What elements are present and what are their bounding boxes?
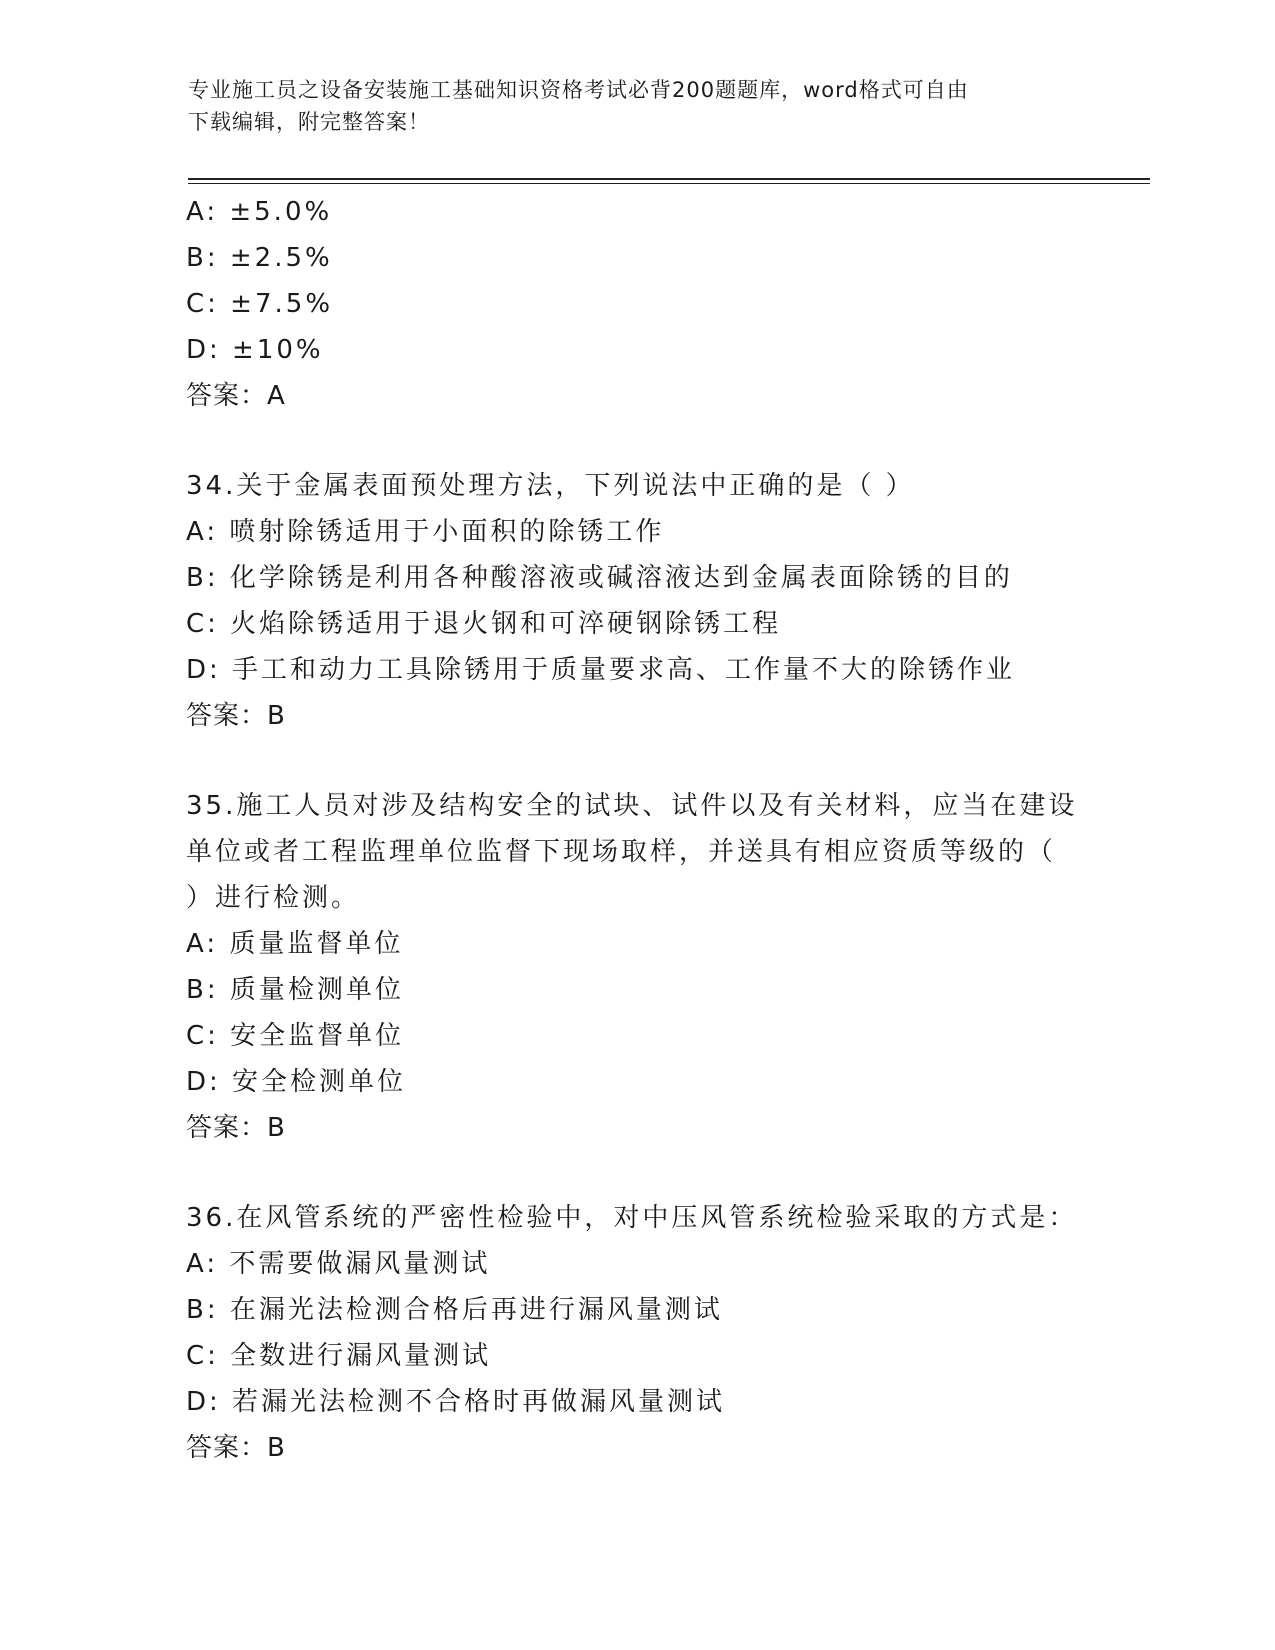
question-list (186, 189, 1086, 1471)
option-c: C: 安全监督单位 (186, 1021, 405, 1051)
answer: 答案：B (186, 1433, 286, 1463)
question-stem: 36.在风管系统的严密性检验中，对中压风管系统检验采取的方式是： (186, 1203, 1078, 1233)
option-d: D: 安全检测单位 (186, 1067, 407, 1097)
option-c: C: 火焰除锈适用于退火钢和可淬硬钢除锈工程 (186, 609, 782, 639)
option-d: D: 手工和动力工具除锈用于质量要求高、工作量不大的除锈作业 (186, 655, 1016, 685)
option-c: C: ±7.5% (186, 289, 334, 319)
option-a: A: 不需要做漏风量测试 (186, 1249, 491, 1279)
option-d: D: ±10% (186, 335, 324, 365)
answer: 答案：A (186, 381, 286, 411)
option-b: B: 化学除锈是利用各种酸溶液或碱溶液达到金属表面除锈的目的 (186, 563, 1013, 593)
question-34 (186, 463, 1086, 739)
option-a: A: ±5.0% (186, 197, 333, 227)
answer: 答案：B (186, 1113, 286, 1143)
option-b: B: ±2.5% (186, 243, 333, 273)
header-rule-thick (188, 178, 1150, 180)
option-d: D: 若漏光法检测不合格时再做漏风量测试 (186, 1387, 726, 1417)
question-33 (186, 189, 1086, 419)
answer: 答案：B (186, 701, 286, 731)
option-a: A: 质量监督单位 (186, 929, 404, 959)
question-35 (186, 783, 1086, 1151)
option-b: B: 质量检测单位 (186, 975, 404, 1005)
option-c: C: 全数进行漏风量测试 (186, 1341, 492, 1371)
question-stem-line-2: 单位或者工程监理单位监督下现场取样，并送具有相应资质等级的（ (186, 837, 1057, 867)
question-36 (186, 1195, 1086, 1471)
option-b: B: 在漏光法检测合格后再进行漏风量测试 (186, 1295, 723, 1325)
option-a: A: 喷射除锈适用于小面积的除锈工作 (186, 517, 665, 547)
header-line-2: 下载编辑，附完整答案！ (188, 110, 430, 134)
question-stem-line-1: 35.施工人员对涉及结构安全的试块、试件以及有关材料，应当在建设 (186, 791, 1078, 821)
header-rule-thin (188, 183, 1150, 184)
question-stem-line-3: ）进行检测。 (186, 883, 361, 913)
document-header (188, 74, 1088, 138)
header-line-1: 专业施工员之设备安装施工基础知识资格考试必背200题题库，word格式可自由 (188, 78, 969, 102)
question-stem: 34.关于金属表面预处理方法，下列说法中正确的是（ ） (186, 471, 915, 501)
